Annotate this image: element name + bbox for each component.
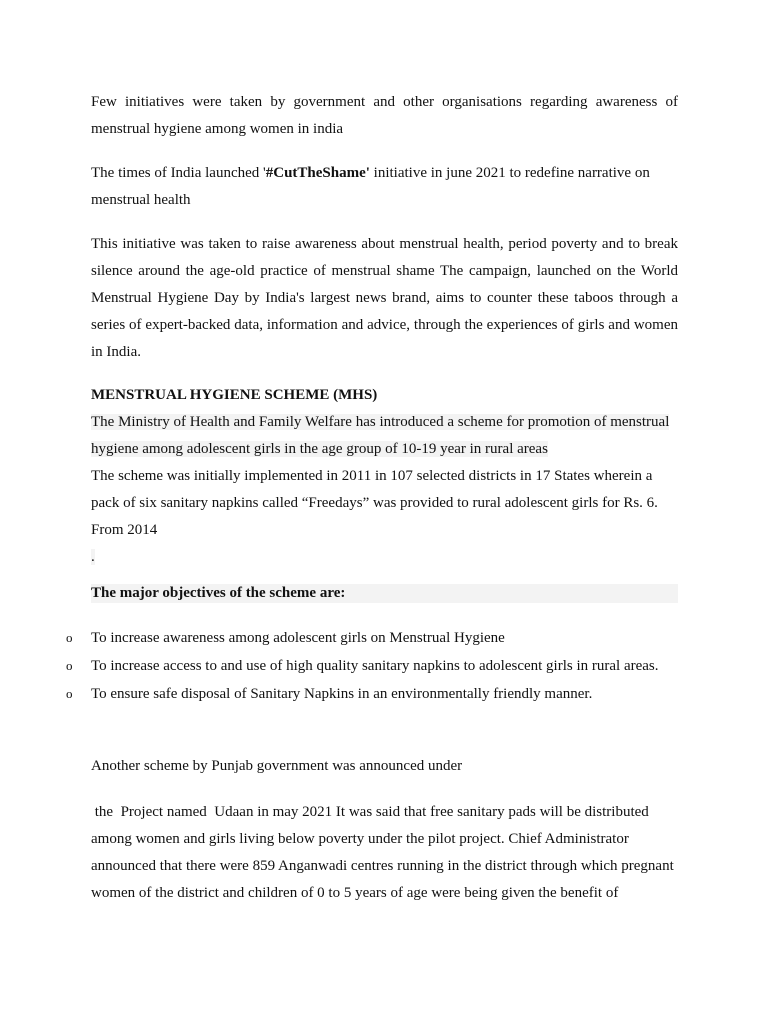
stray-dot-text: . [91,549,95,565]
cuttheshame-text-after: initiative in june 2021 to redefine narrative on menstrual health [91,165,650,208]
bullet-marker: o [66,658,73,673]
cuttheshame-hashtag: #CutTheShame' [265,165,370,181]
initiative-paragraph: This initiative was taken to raise awareness about menstrual health, period poverty and to break silence around the age-old practice of menstrual shame The campaign, launched on the World Menstrual Hygiene Day by India's largest news brand, aims to counter these taboos through a series of expert-backed data, information and advice, through the experiences of girls and women in India. [91,236,678,360]
bullet-marker: o [66,630,73,645]
cuttheshame-text-before: The times of India launched ' [91,165,266,181]
list-item-text: To ensure safe disposal of Sanitary Napkins in an environmentally friendly manner. [91,686,593,702]
objectives-heading: The major objectives of the scheme are: [91,584,678,603]
cuttheshame-paragraph [91,160,678,214]
mhs-intro-text: The Ministry of Health and Family Welfare has introduced a scheme for promotion of menstrual hygiene among adolescent girls in the age group of 10-19 year in rural areas [91,414,670,457]
punjab-paragraph: Another scheme by Punjab government was announced under [91,758,463,774]
mhs-detail-paragraph: The scheme was initially implemented in 2011 in 107 selected districts in 17 States wherein a pack of six sanitary napkins called “Freedays” was provided to rural adolescent girls for Rs. 6. From 2014 [91,468,658,538]
intro-paragraph: Few initiatives were taken by government and other organisations regarding awareness of menstrual hygiene among women in india [91,94,678,137]
list-item-text: To increase access to and use of high quality sanitary napkins to adolescent girls in rural areas. [91,658,659,674]
bullet-marker: o [66,686,73,701]
udaan-paragraph: the Project named Udaan in may 2021 It was said that free sanitary pads will be distributed among women and girls living below poverty under the pilot project. Chief Administrator announced that there were 859 Anganwadi centres running in the district through which pregnant women of the district and children of 0 to 5 years of age were being given the benefit of [91,804,678,901]
mhs-heading: MENSTRUAL HYGIENE SCHEME (MHS) [91,387,378,403]
list-item-text: To increase awareness among adolescent girls on Menstrual Hygiene [91,630,505,646]
stray-dot [91,544,678,571]
mhs-intro-paragraph [91,409,678,463]
